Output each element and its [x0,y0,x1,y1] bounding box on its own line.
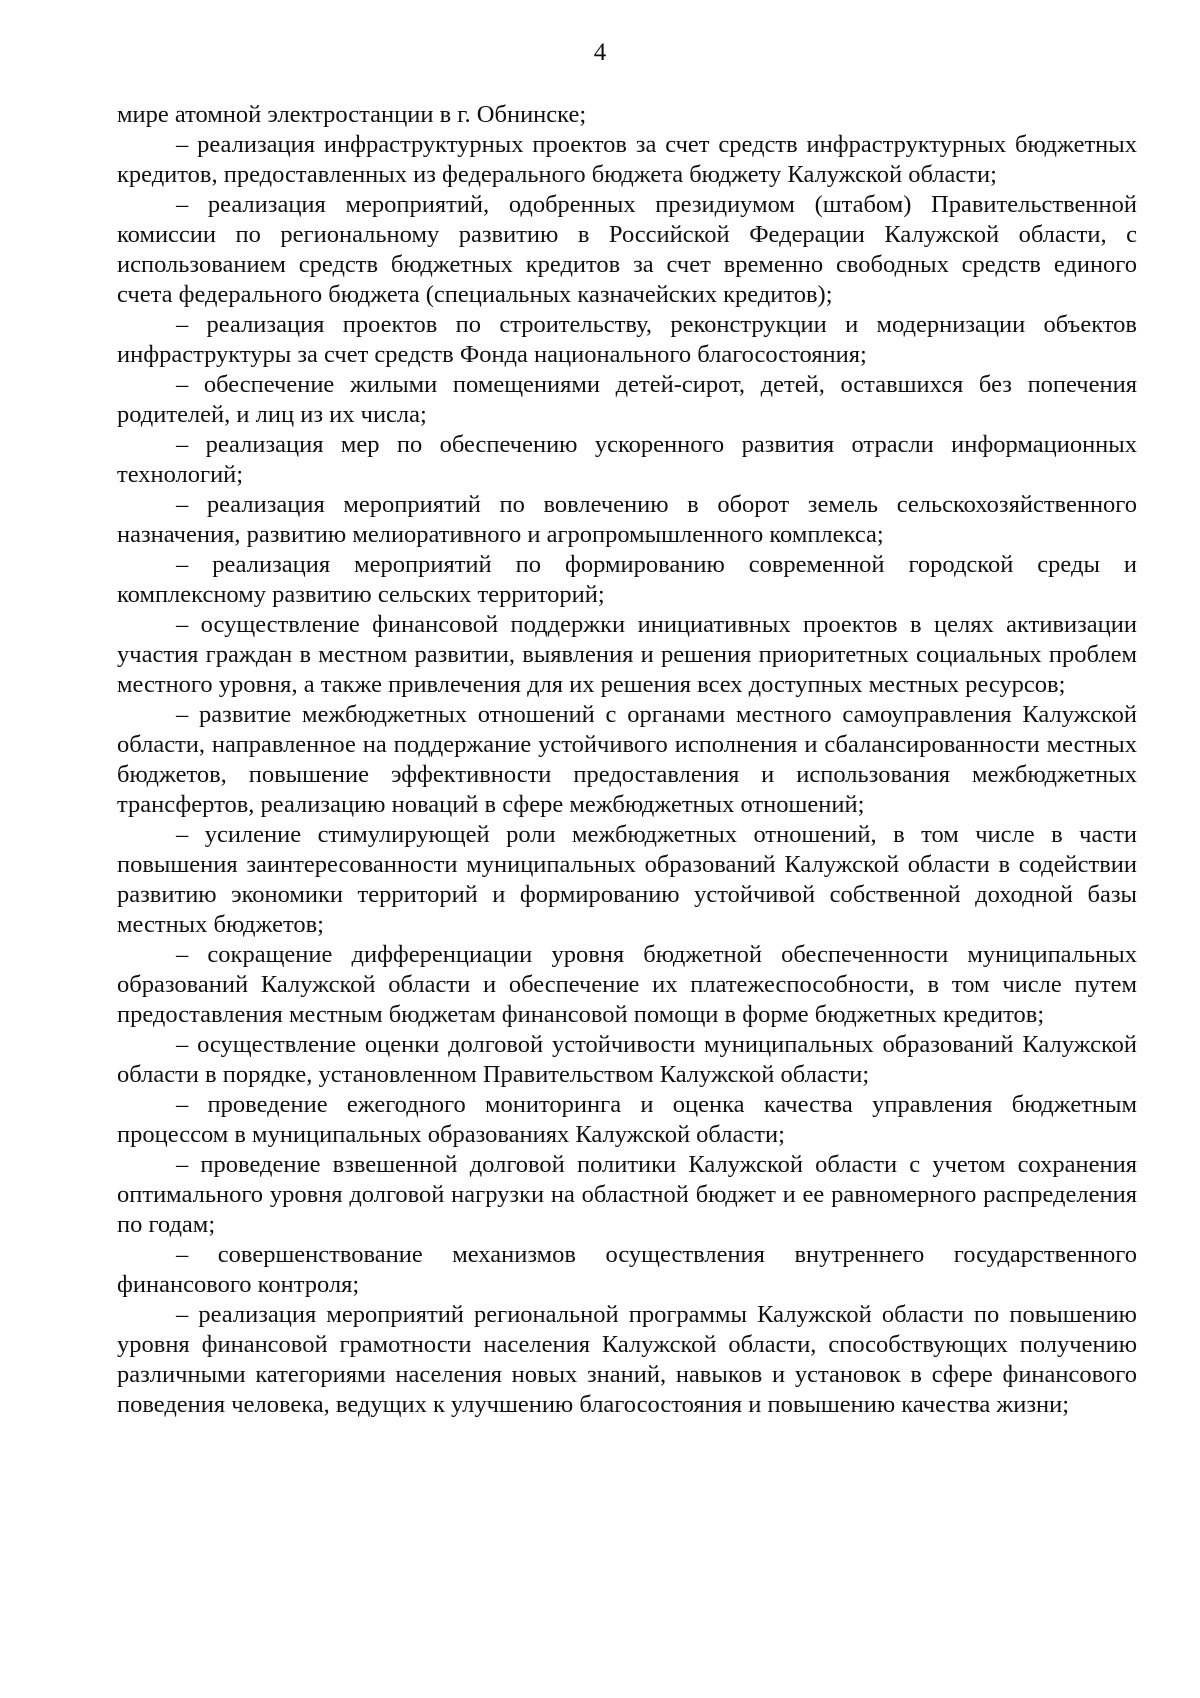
paragraph: – реализация мер по обеспечению ускоренного развития отрасли информационных технологий; [117,431,1137,488]
paragraph: – проведение ежегодного мониторинга и оценка качества управления бюджетным процессом в муниципальных образованиях Калужской области; [117,1091,1137,1148]
paragraph: – реализация инфраструктурных проектов за счет средств инфраструктурных бюджетных кредитов, предоставленных из федерального бюджета бюджету Калужской области; [117,131,1137,188]
paragraph: – реализация мероприятий региональной программы Калужской области по повышению уровня финансовой грамотности населения Калужской области, способствующих получению различными категориями населения новых знаний, навыков и установок в сфере финансового поведения человека, ведущих к улучшению благосостояния и повышению качества жизни; [117,1301,1137,1418]
paragraph: – обеспечение жилыми помещениями детей-сирот, детей, оставшихся без попечения родителей, и лиц из их числа; [117,371,1137,428]
page-number: 4 [593,39,607,66]
paragraph: – усиление стимулирующей роли межбюджетных отношений, в том числе в части повышения заинтересованности муниципальных образований Калужской области в содействии развитию экономики территорий и формированию устойчивой собственной доходной базы местных бюджетов; [117,821,1137,938]
paragraph: – реализация мероприятий, одобренных президиумом (штабом) Правительственной комиссии по региональному развитию в Российской Федерации Калужской области, с использованием средств бюджетных кредитов за счет временно свободных средств единого счета федерального бюджета (специальных казначейских кредитов); [117,191,1137,308]
paragraph: – реализация мероприятий по вовлечению в оборот земель сельскохозяйственного назначения, развитию мелиоративного и агропромышленного комплекса; [117,491,1137,548]
paragraph: – совершенствование механизмов осуществления внутреннего государственного финансового контроля; [117,1241,1137,1298]
paragraph: – осуществление оценки долговой устойчивости муниципальных образований Калужской области в порядке, установленном Правительством Калужской области; [117,1031,1137,1088]
paragraph: – реализация мероприятий по формированию современной городской среды и комплексному развитию сельских территорий; [117,551,1137,608]
paragraph: – сокращение дифференциации уровня бюджетной обеспеченности муниципальных образований Калужской области и обеспечение их платежеспособности, в том числе путем предоставления местным бюджетам финансовой помощи в форме бюджетных кредитов; [117,941,1137,1028]
paragraph: – проведение взвешенной долговой политики Калужской области с учетом сохранения оптимального уровня долговой нагрузки на областной бюджет и ее равномерного распределения по годам; [117,1151,1137,1238]
paragraph: – реализация проектов по строительству, реконструкции и модернизации объектов инфраструктуры за счет средств Фонда национального благосостояния; [117,311,1137,368]
document-body [117,100,1137,1420]
paragraph: – развитие межбюджетных отношений с органами местного самоуправления Калужской области, направленное на поддержание устойчивого исполнения и сбалансированности местных бюджетов, повышение эффективности предоставления и использования межбюджетных трансфертов, реализацию новаций в сфере межбюджетных отношений; [117,701,1137,818]
paragraph: мире атомной электростанции в г. Обнинске; [117,101,587,128]
paragraph: – осуществление финансовой поддержки инициативных проектов в целях активизации участия граждан в местном развитии, выявления и решения приоритетных социальных проблем местного уровня, а также привлечения для их решения всех доступных местных ресурсов; [117,611,1137,698]
